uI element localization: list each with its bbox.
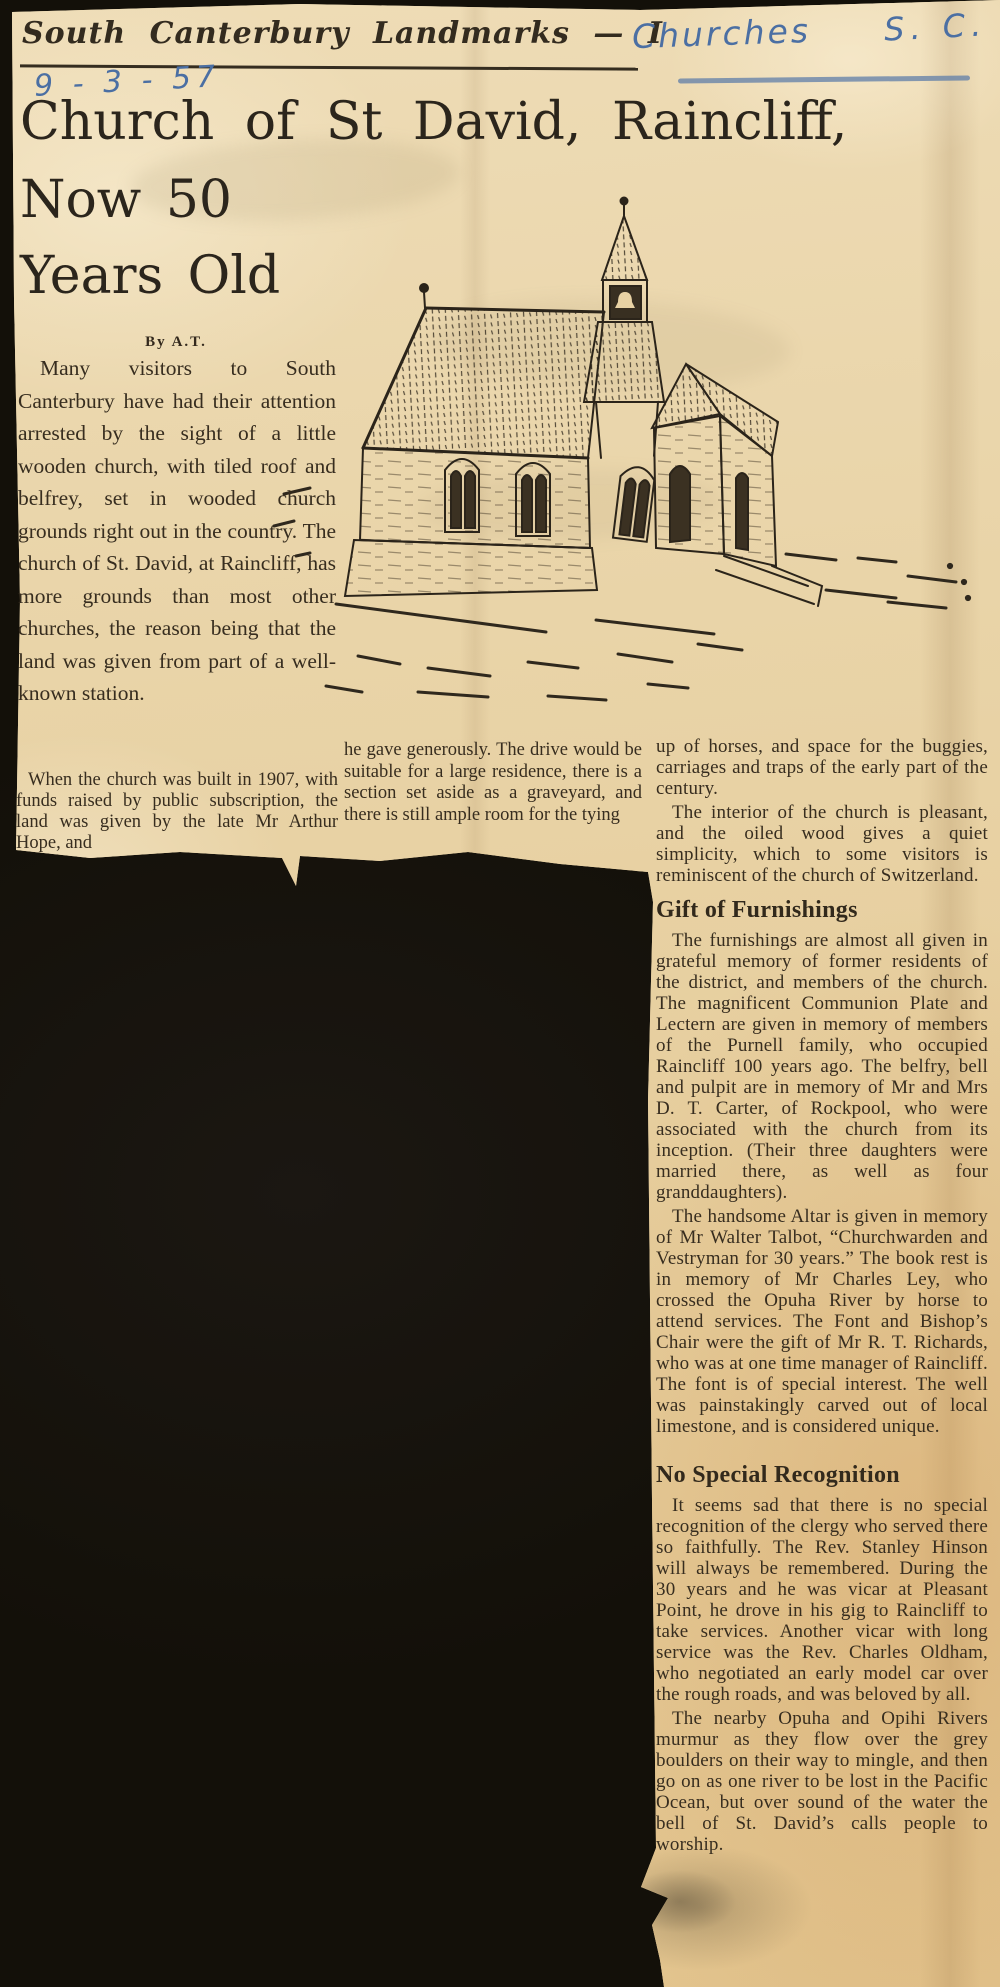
handwritten-date: 9 - 3 - 57 [33, 59, 221, 104]
section-heading-no-special-recognition: No Special Recognition [656, 1462, 900, 1488]
column2-paragraph: he gave generously. The drive would be suitable for a large residence, there is a section set aside as a graveyard, and there is still ample room for the tying [344, 740, 642, 825]
byline: By A.T. [145, 334, 207, 350]
furnishings-paragraph2: The handsome Altar is given in memory of Mr Walter Talbot, “Churchwarden and Vestryman for 30 years.” The book rest is in memory of Mr Charles Ley, who crossed the Opuha River by horse to attend services. The Font and Bishop’s Chair were the gift of Mr R. T. Richards, who was at one time manager of Raincliff. The font is of special interest. The well was painstakingly carved out of local limestone, and is considered unique. [656, 1206, 988, 1437]
column3 [656, 736, 988, 1858]
handwritten-category: Churches [631, 10, 812, 57]
column3-paragraph1: up of horses, and space for the buggies, carriages and traps of the early part of the century. [656, 736, 988, 799]
column1-paragraph1: Many visitors to South Canterbury have had their attention arrested by the sight of a little wooden church, with tiled roof and belfrey, set in wooded church grounds right out in the country. The church of St. David, at Raincliff, has more grounds than most other churches, the reason being that the land was given from part of a well-known station. [18, 356, 336, 705]
headline-line2: Now 50 [20, 170, 233, 230]
recognition-paragraph2: The nearby Opuha and Opihi Rivers murmur as they flow over the grey boulders on their way to mingle, and then go on as one river to be lost in the Pacific Ocean, but over sound of the water the bell of St. David’s calls people to worship. [656, 1708, 988, 1855]
headline-line3: Years Old [20, 246, 281, 306]
handwritten-initials: S. C. [883, 5, 989, 49]
column1-paragraph2: When the church was built in 1907, with funds raised by public subscription, the land was given by the late Mr Arthur Hope, and [16, 770, 338, 853]
church-illustration [266, 156, 980, 702]
headline-line1: Church of St David, Raincliff, [20, 92, 848, 152]
series-title: South Canterbury Landmarks — I [22, 16, 663, 51]
furnishings-paragraph1: The furnishings are almost all given in grateful memory of former residents of the district, and members of the church. The magnificent Communion Plate and Lectern are given in memory of members of the Purnell family, who occupied Raincliff 100 years ago. The belfry, bell and pulpit are in memory of Mr and Mrs D. T. Carter, of Rockpool, who were associated with the church from its inception. (Their three daughters were married there, as well as four granddaughters). [656, 930, 988, 1203]
section-heading-gift-of-furnishings: Gift of Furnishings [656, 897, 858, 923]
recognition-paragraph1: It seems sad that there is no special recognition of the clergy who served there so faithfully. The Rev. Stanley Hinson will always be remembered. During the 30 years and he was vicar at Pleasant Point, he drove in his gig to Raincliff to take services. Another vicar with long service was the Rev. Charles Oldham, who negotiated an early model car over the rough roads, and was beloved by all. [656, 1495, 988, 1705]
column3-paragraph2: The interior of the church is pleasant, and the oiled wood gives a quiet simplicity, which to some visitors is reminiscent of the church of Switzerland. [656, 802, 988, 886]
